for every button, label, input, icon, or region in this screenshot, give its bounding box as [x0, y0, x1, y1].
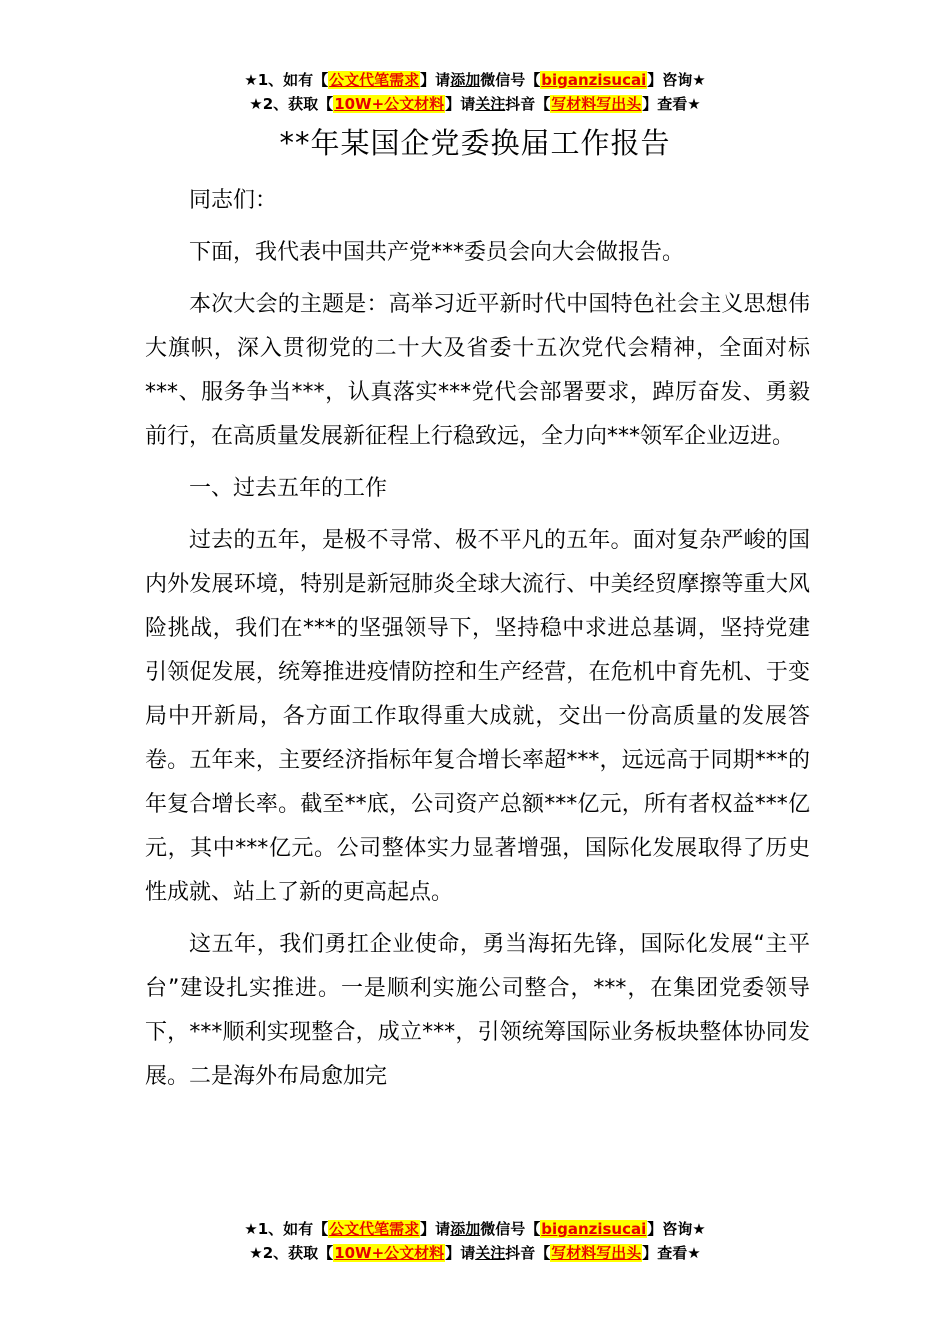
promo-text: ★2、获取【	[249, 95, 334, 113]
promo-line-2	[0, 92, 950, 116]
promo-highlight-materials: 10W+公文材料	[334, 1244, 445, 1262]
document-title: **年某国企党委换届工作报告	[279, 126, 671, 160]
promo-underline: 添加	[450, 1220, 481, 1238]
promo-underline: 关注	[475, 1244, 506, 1262]
promo-text: 抖音【	[505, 95, 551, 113]
promo-highlight-wechat: biganzisucai	[541, 1220, 647, 1238]
promo-text: ★2、获取【	[249, 1244, 334, 1262]
promo-footer	[0, 1217, 950, 1265]
section-heading: 一、过去五年的工作	[189, 476, 388, 501]
promo-text: ★1、如有【	[244, 71, 329, 89]
promo-text: 】查看★	[642, 95, 701, 113]
promo-highlight-douyin: 写材料写出头	[551, 95, 642, 113]
promo-highlight-wechat: biganzisucai	[541, 71, 647, 89]
promo-highlight-service: 公文代笔需求	[329, 71, 420, 89]
promo-text: 】咨询★	[647, 1220, 706, 1238]
promo-text: 】咨询★	[647, 71, 706, 89]
promo-line-1	[0, 68, 950, 92]
promo-text: ★1、如有【	[244, 1220, 329, 1238]
body-paragraph: 本次大会的主题是：高举习近平新时代中国特色社会主义思想伟大旗帜，深入贯彻党的二十大及省委十五次党代会精神，全面对标***、服务争当***，认真落实***党代会部署要求，踔厉奋发、勇毅前行，在高质量发展新征程上行稳致远，全力向***领军企业迈进。	[145, 292, 810, 449]
promo-text: 】请	[445, 95, 476, 113]
promo-highlight-service: 公文代笔需求	[329, 1220, 420, 1238]
promo-underline: 添加	[450, 71, 481, 89]
body-paragraph: 过去的五年，是极不寻常、极不平凡的五年。面对复杂严峻的国内外发展环境，特别是新冠肺炎全球大流行、中美经贸摩擦等重大风险挑战，我们在***的坚强领导下，坚持稳中求进总基调，坚持党建引领促发展，统筹推进疫情防控和生产经营，在危机中育先机、于变局中开新局，各方面工作取得重大成就，交出一份高质量的发展答卷。五年来，主要经济指标年复合增长率超***，远远高于同期***的年复合增长率。截至**底，公司资产总额***亿元，所有者权益***亿元，其中***亿元。公司整体实力显著增强，国际化发展取得了历史性成就、站上了新的更高起点。	[145, 528, 810, 905]
salutation: 同志们：	[189, 188, 278, 213]
promo-text: 微信号【	[480, 71, 541, 89]
promo-text: 】请	[420, 1220, 451, 1238]
promo-text: 】请	[445, 1244, 476, 1262]
promo-line-1	[0, 1217, 950, 1241]
promo-header	[0, 68, 950, 116]
promo-highlight-materials: 10W+公文材料	[334, 95, 445, 113]
promo-line-2	[0, 1241, 950, 1265]
body-paragraph: 下面，我代表中国共产党***委员会向大会做报告。	[189, 240, 685, 265]
promo-underline: 关注	[475, 95, 506, 113]
body-paragraph: 这五年，我们勇扛企业使命，勇当海拓先锋，国际化发展“主平台”建设扎实推进。一是顺利实施公司整合，***，在集团党委领导下，***顺利实现整合，成立***，引领统筹国际业务板块整体协同发展。二是海外布局愈加完	[145, 932, 810, 1089]
promo-highlight-douyin: 写材料写出头	[551, 1244, 642, 1262]
promo-text: 】请	[420, 71, 451, 89]
promo-text: 抖音【	[505, 1244, 551, 1262]
promo-text: 】查看★	[642, 1244, 701, 1262]
document-body	[145, 179, 810, 1099]
promo-text: 微信号【	[480, 1220, 541, 1238]
